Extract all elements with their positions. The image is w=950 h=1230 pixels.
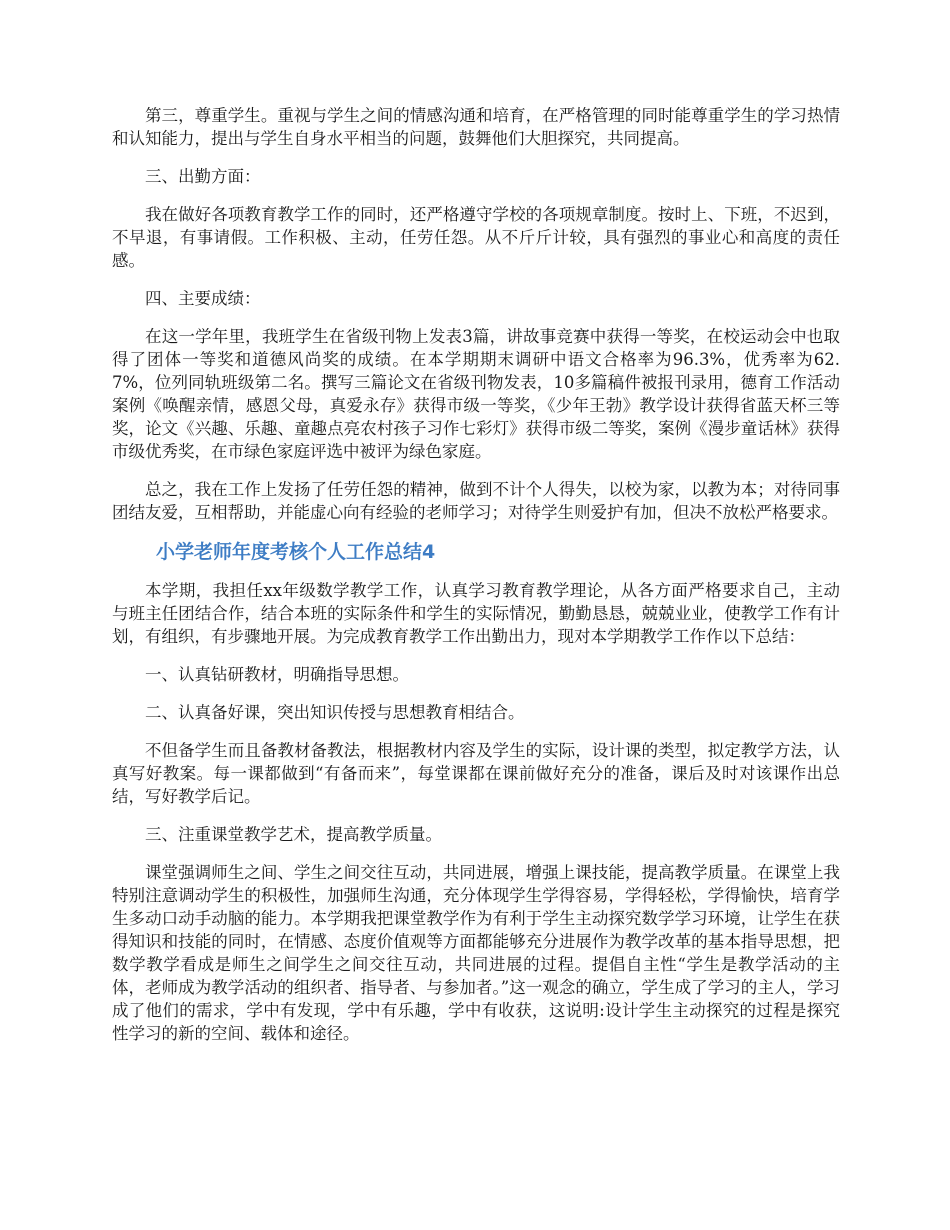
paragraph-classroom: 课堂强调师生之间、学生之间交往互动，共同进展，增强上课技能，提高教学质量。在课堂上我特别注意调动学生的积极性，加强师生沟通，充分体现学生学得容易，学得轻松，学得愉快，培育学生多动口动手动脑的能力。本学期我把课堂教学作为有利于学生主动探究数学学习环境，让学生在获得知识和技能的同时，在情感、态度价值观等方面都能够充分进展作为教学改革的基本指导思想，把数学教学看成是师生之间学生之间交往互动，共同进展的过程。提倡自主性“学生是教学活动的主体，老师成为教学活动的组织者、指导者、与参加者。”这一观念的确立，学生成了学习的主人，学习成了他们的需求，学中有发现，学中有乐趣，学中有收获，这说明:设计学生主动探究的过程是探究性学习的新的空间、载体和途径。 [112, 863, 840, 1043]
paragraph-point-three: 三、注重课堂教学艺术，提高教学质量。 [145, 825, 442, 844]
paragraph-attendance: 我在做好各项教育教学工作的同时，还严格遵守学校的各项规章制度。按时上、下班，不迟到，不早退，有事请假。工作积极、主动，任劳任怨。从不斤斤计较，具有强烈的事业心和高度的责任感。 [112, 205, 840, 270]
section-title: 小学老师年度考核个人工作总结4 [156, 541, 436, 563]
paragraph-achievements-heading: 四、主要成绩： [145, 289, 261, 308]
paragraph-point-one: 一、认真钻研教材，明确指导思想。 [145, 665, 409, 684]
paragraph-respect-students: 第三，尊重学生。重视与学生之间的情感沟通和培育，在严格管理的同时能尊重学生的学习热情和认知能力，提出与学生自身水平相当的问题，鼓舞他们大胆探究，共同提高。 [112, 106, 840, 148]
paragraph-attendance-heading: 三、出勤方面： [145, 167, 261, 186]
paragraph-point-two: 二、认真备好课，突出知识传授与思想教育相结合。 [145, 703, 525, 722]
paragraph-intro: 本学期，我担任xx年级数学教学工作，认真学习教育教学理论，从各方面严格要求自己，主动与班主任团结合作，结合本班的实际条件和学生的实际情况，勤勤恳恳，兢兢业业，使教学工作有计划，有组织，有步骤地开展。为完成教育教学工作出勤出力，现对本学期教学工作作以下总结： [112, 581, 840, 646]
paragraph-lesson-prep: 不但备学生而且备教材备教法，根据教材内容及学生的实际，设计课的类型，拟定教学方法，认真写好教案。每一课都做到“有备而来”，每堂课都在课前做好充分的准备，课后及时对该课作出总结，写好教学后记。 [112, 741, 840, 806]
document-page [112, 104, 840, 1060]
paragraph-achievements: 在这一学年里，我班学生在省级刊物上发表3篇，讲故事竞赛中获得一等奖，在校运动会中也取得了团体一等奖和道德风尚奖的成绩。在本学期期末调研中语文合格率为96.3%，优秀率为62.7%，位列同轨班级第二名。撰写三篇论文在省级刊物发表，10多篇稿件被报刊录用，德育工作活动案例《唤醒亲情，感恩父母，真爱永存》获得市级一等奖，《少年王勃》教学设计获得省蓝天杯三等奖，论文《兴趣、乐趣、童趣点亮农村孩子习作七彩灯》获得市级二等奖，案例《漫步童话林》获得市级优秀奖，在市绿色家庭评选中被评为绿色家庭。 [112, 327, 840, 461]
paragraph-conclusion: 总之，我在工作上发扬了任劳任怨的精神，做到不计个人得失，以校为家，以教为本；对待同事团结友爱，互相帮助，并能虚心向有经验的老师学习；对待学生则爱护有加，但决不放松严格要求。 [112, 480, 840, 522]
